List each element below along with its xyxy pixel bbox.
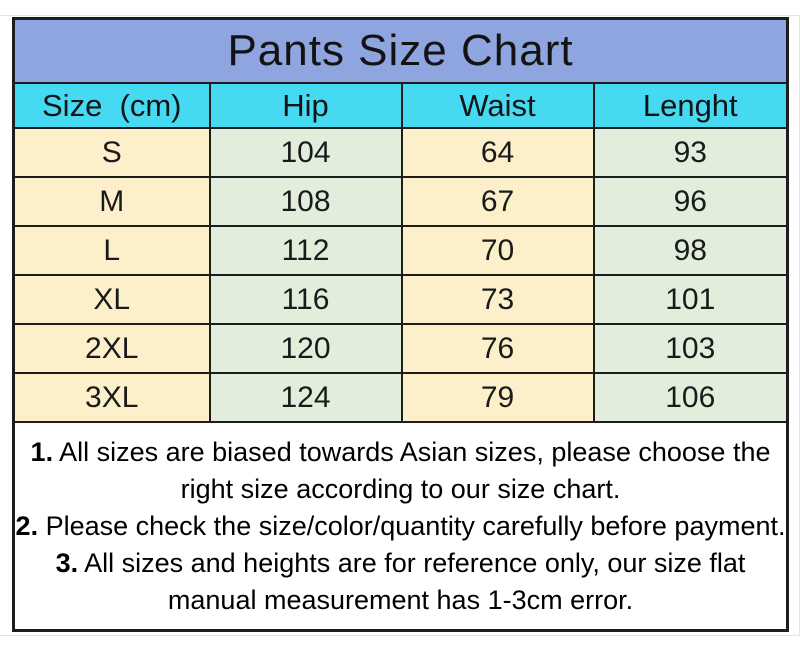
length-cell: 103: [594, 324, 788, 373]
size-cell: L: [14, 226, 210, 275]
length-cell: 106: [594, 373, 788, 422]
table-row-l: [14, 226, 788, 275]
header-cell-hip: Hip: [210, 83, 402, 128]
length-cell: 93: [594, 128, 788, 177]
note-number: 2.: [15, 510, 39, 541]
note-text: All sizes and heights are for reference only, our size flat manual measurement has 1-3cm error.: [84, 547, 746, 615]
table-row-xl: [14, 275, 788, 324]
length-cell: 96: [594, 177, 788, 226]
table-row-2xl: [14, 324, 788, 373]
table-row-m: [14, 177, 788, 226]
header-row: [14, 83, 788, 128]
length-cell: 101: [594, 275, 788, 324]
waist-cell: 73: [402, 275, 594, 324]
waist-cell: 76: [402, 324, 594, 373]
table-row-3xl: [14, 373, 788, 422]
title-row: [14, 19, 788, 84]
header-cell-waist: Waist: [402, 83, 594, 128]
header-cell-length: Lenght: [594, 83, 788, 128]
page-title: Pants Size Chart: [14, 19, 788, 84]
hip-cell: 124: [210, 373, 402, 422]
size-cell: 3XL: [14, 373, 210, 422]
hip-cell: 104: [210, 128, 402, 177]
size-cell: XL: [14, 275, 210, 324]
note-1: [15, 434, 786, 508]
size-cell: S: [14, 128, 210, 177]
note-text: Please check the size/color/quantity carefully before payment.: [45, 510, 786, 541]
hip-cell: 116: [210, 275, 402, 324]
notes-row: [14, 422, 788, 631]
note-2: [15, 508, 786, 545]
length-cell: 98: [594, 226, 788, 275]
hip-cell: 120: [210, 324, 402, 373]
size-cell: M: [14, 177, 210, 226]
note-number: 1.: [30, 436, 54, 467]
header-cell-size: Size (cm): [14, 83, 210, 128]
hip-cell: 108: [210, 177, 402, 226]
note-number: 3.: [55, 547, 79, 578]
pants-size-chart-table: [12, 17, 789, 632]
size-cell: 2XL: [14, 324, 210, 373]
waist-cell: 79: [402, 373, 594, 422]
notes-section: [14, 422, 788, 631]
note-3: [15, 545, 786, 619]
waist-cell: 64: [402, 128, 594, 177]
waist-cell: 67: [402, 177, 594, 226]
hip-cell: 112: [210, 226, 402, 275]
waist-cell: 70: [402, 226, 594, 275]
note-text: All sizes are biased towards Asian sizes, please choose the right size according to our size chart.: [59, 436, 771, 504]
table-row-s: [14, 128, 788, 177]
